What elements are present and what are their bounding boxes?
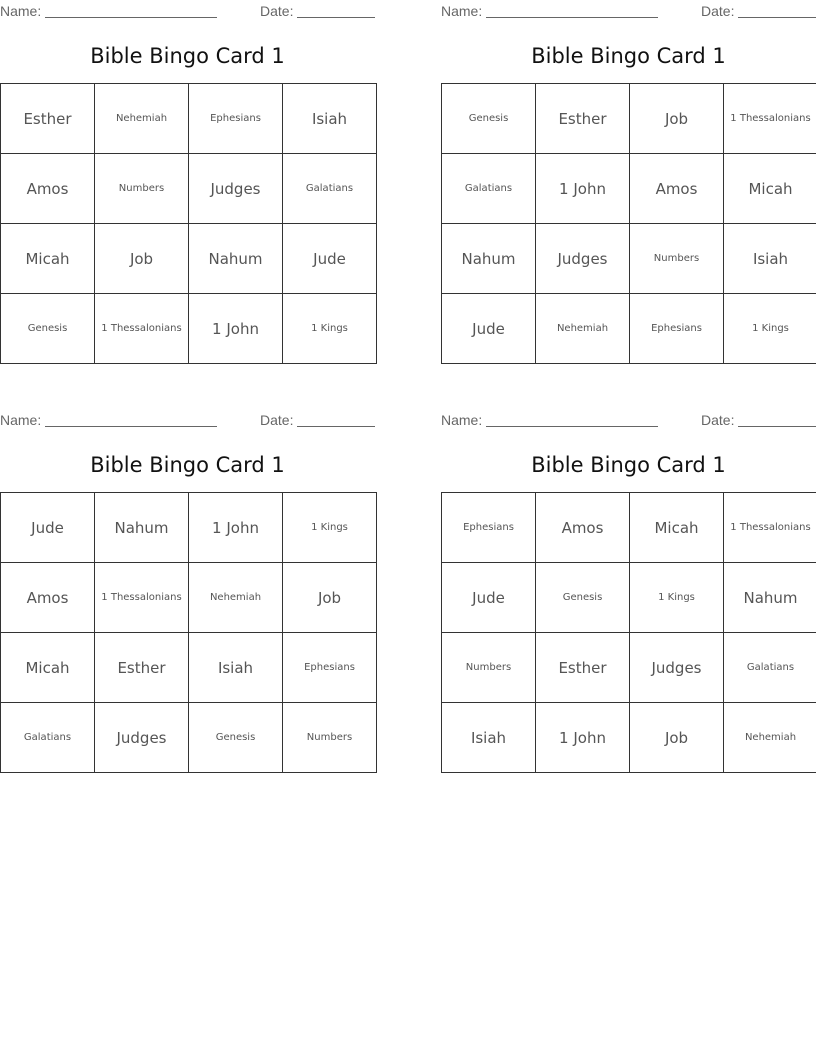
date-blank-line	[297, 426, 375, 427]
bingo-cell: Isiah	[283, 84, 377, 154]
card-title: Bible Bingo Card 1	[531, 453, 726, 477]
bingo-cell: 1 John	[536, 703, 630, 773]
grid-row	[442, 563, 816, 633]
bingo-grid	[441, 492, 816, 773]
bingo-cell: Job	[95, 224, 189, 294]
bingo-cell: 1 Kings	[283, 493, 377, 563]
bingo-card	[441, 409, 816, 784]
name-blank-line	[45, 426, 217, 427]
bingo-cell: Nehemiah	[536, 294, 630, 364]
grid-row	[1, 84, 377, 154]
bingo-cell: Nahum	[442, 224, 536, 294]
bingo-cell: Esther	[95, 633, 189, 703]
grid-row	[442, 493, 816, 563]
card-title: Bible Bingo Card 1	[90, 453, 285, 477]
name-date-row	[0, 412, 376, 430]
bingo-cell: Isiah	[189, 633, 283, 703]
grid-row	[442, 633, 816, 703]
grid-row	[442, 703, 816, 773]
grid-row	[442, 154, 816, 224]
name-blank-line	[45, 17, 217, 18]
bingo-grid	[0, 83, 377, 364]
grid-row	[442, 294, 816, 364]
bingo-cell: 1 Thessalonians	[95, 294, 189, 364]
grid-row	[442, 84, 816, 154]
bingo-cell: Jude	[1, 493, 95, 563]
bingo-cell: Judges	[189, 154, 283, 224]
bingo-grid	[441, 83, 816, 364]
bingo-cell: Nahum	[95, 493, 189, 563]
bingo-cell: Amos	[536, 493, 630, 563]
grid-row	[1, 294, 377, 364]
name-date-row	[441, 3, 816, 21]
bingo-cell: Numbers	[95, 154, 189, 224]
bingo-cell: Genesis	[189, 703, 283, 773]
bingo-cell: Esther	[1, 84, 95, 154]
date-label: Date:	[260, 3, 294, 19]
bingo-cell: Jude	[283, 224, 377, 294]
bingo-cell: Job	[630, 703, 724, 773]
date-label: Date:	[701, 412, 735, 428]
bingo-cell: Judges	[630, 633, 724, 703]
bingo-cell: Numbers	[630, 224, 724, 294]
bingo-cell: Ephesians	[630, 294, 724, 364]
bingo-cell: Genesis	[536, 563, 630, 633]
bingo-cell: Jude	[442, 563, 536, 633]
name-date-row	[0, 3, 376, 21]
bingo-cell: Nehemiah	[724, 703, 816, 773]
bingo-cell: 1 John	[189, 493, 283, 563]
bingo-card	[0, 409, 376, 784]
grid-row	[1, 703, 377, 773]
name-label: Name:	[0, 3, 42, 19]
bingo-cell: Micah	[630, 493, 724, 563]
bingo-cell: Galatians	[442, 154, 536, 224]
bingo-cell: Ephesians	[189, 84, 283, 154]
bingo-cell: Micah	[1, 633, 95, 703]
date-blank-line	[738, 426, 816, 427]
bingo-cell: 1 Thessalonians	[724, 84, 816, 154]
bingo-card	[0, 0, 376, 375]
bingo-cell: Micah	[724, 154, 816, 224]
bingo-cell: Esther	[536, 633, 630, 703]
bingo-cell: Amos	[1, 154, 95, 224]
bingo-cell: Genesis	[442, 84, 536, 154]
grid-row	[1, 154, 377, 224]
bingo-cell: Jude	[442, 294, 536, 364]
bingo-cell: Galatians	[1, 703, 95, 773]
date-blank-line	[738, 17, 816, 18]
date-label: Date:	[701, 3, 735, 19]
grid-row	[1, 493, 377, 563]
name-date-row	[441, 412, 816, 430]
bingo-cell: Galatians	[724, 633, 816, 703]
bingo-cell: Genesis	[1, 294, 95, 364]
card-title: Bible Bingo Card 1	[90, 44, 285, 68]
bingo-cell: Micah	[1, 224, 95, 294]
grid-row	[1, 224, 377, 294]
bingo-cell: Galatians	[283, 154, 377, 224]
name-label: Name:	[0, 412, 42, 428]
bingo-cell: Isiah	[442, 703, 536, 773]
bingo-cell: 1 Thessalonians	[724, 493, 816, 563]
bingo-cell: 1 John	[189, 294, 283, 364]
name-blank-line	[486, 426, 658, 427]
bingo-cell: Esther	[536, 84, 630, 154]
date-blank-line	[297, 17, 375, 18]
grid-row	[1, 633, 377, 703]
bingo-cell: 1 Kings	[283, 294, 377, 364]
name-label: Name:	[441, 412, 483, 428]
bingo-cell: 1 Kings	[724, 294, 816, 364]
bingo-cell: Numbers	[283, 703, 377, 773]
bingo-cell: Amos	[630, 154, 724, 224]
bingo-cell: Judges	[536, 224, 630, 294]
bingo-cell: Numbers	[442, 633, 536, 703]
card-title: Bible Bingo Card 1	[531, 44, 726, 68]
grid-row	[1, 563, 377, 633]
name-blank-line	[486, 17, 658, 18]
bingo-cell: 1 Thessalonians	[95, 563, 189, 633]
bingo-cell: Isiah	[724, 224, 816, 294]
bingo-cell: Nehemiah	[189, 563, 283, 633]
date-label: Date:	[260, 412, 294, 428]
bingo-cell: Job	[283, 563, 377, 633]
bingo-cell: 1 John	[536, 154, 630, 224]
grid-row	[442, 224, 816, 294]
bingo-cell: Amos	[1, 563, 95, 633]
bingo-cell: Nahum	[189, 224, 283, 294]
bingo-cell: Nahum	[724, 563, 816, 633]
bingo-cell: 1 Kings	[630, 563, 724, 633]
bingo-cell: Nehemiah	[95, 84, 189, 154]
bingo-cell: Judges	[95, 703, 189, 773]
bingo-cell: Ephesians	[442, 493, 536, 563]
name-label: Name:	[441, 3, 483, 19]
bingo-cell: Job	[630, 84, 724, 154]
bingo-card	[441, 0, 816, 375]
bingo-grid	[0, 492, 377, 773]
bingo-cell: Ephesians	[283, 633, 377, 703]
